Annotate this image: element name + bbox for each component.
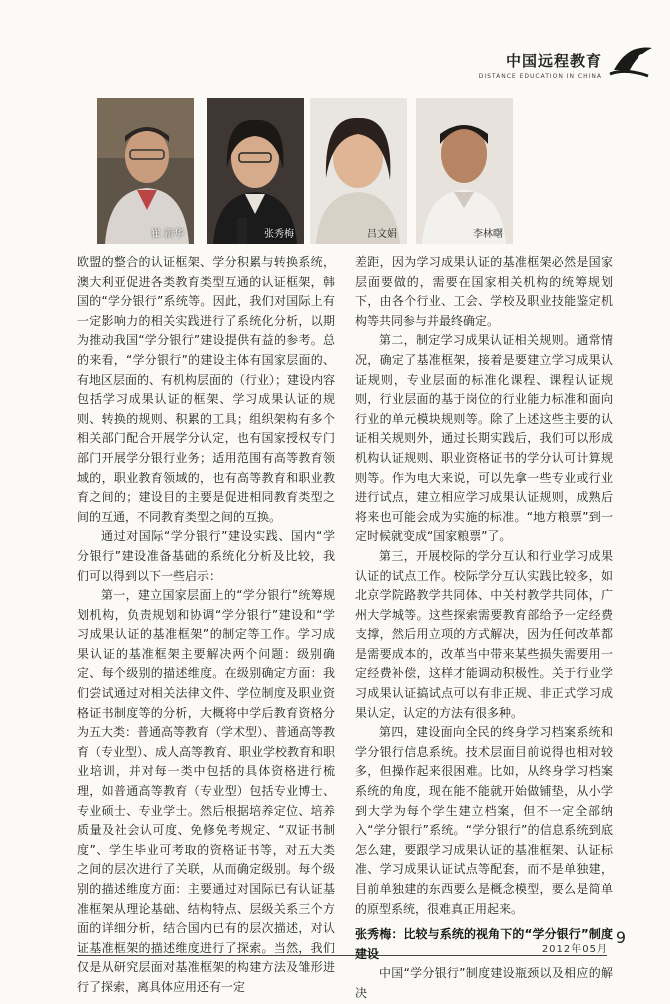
body-paragraph: 第一，建立国家层面上的“学分银行”统筹规划机构，负责规划和协调“学分银行”建设和“学习成果认证的基准框架”的制定等工作。学习成果认证的基准框架主要解决两个问题：级别确定、每个级别的描述维度。在级别确定方面：我们尝试通过对相关法律文件、学位制度及职业资格证书制度等的分析，大概将中学后教育资格分为五大类：普通高等教育（学术型）、普通高等教育（专业型）、成人高等教育、职业学校教育和职业培训，并对每一类中包括的具体资格进行梳理，如普通高等教育（专业型）包括专业博士、专业硕士、专业学士。然后根据培养定位、培养质量及社会认可度、免修免考规定、“双证书制度”、学生毕业可考取的资格证书等，对五大类之间的层次进行了关联，从而确定级别。每个级别的描述维度方面：主要通过对国际已有认证基准框架从理论基础、结构特点、层级关系三个方面的详细分析，结合国内已有的层次描述，对认证基准框架的描述维度进行了探索。当然，我们仅是从研究层面对基准框架的构建方法及雏形进行了探索，离具体应用还有一定 [77, 588, 336, 994]
issue-date: 2012年05月 [541, 944, 608, 955]
journal-logo-icon [608, 40, 656, 82]
section-subheading: 张秀梅：比较与系统的视角下的“学分银行”制度建设 [355, 927, 613, 961]
page-number: 9 [615, 928, 626, 947]
portrait-image [207, 98, 304, 244]
page-header [0, 0, 670, 90]
body-paragraph: 差距，因为学习成果认证的基准框架必然是国家层面要做的，需要在国家相关机构的统筹规划下，由各个行业、工会、学校及职业技能鉴定机构等共同参与并最终确定。 [355, 255, 613, 328]
portrait-image [97, 98, 194, 244]
journal-title-en: DISTANCE EDUCATION IN CHINA [478, 73, 602, 80]
body-paragraph: 中国“学分银行”制度建设瓶颈以及相应的解决 [355, 966, 613, 1000]
article-column-right [355, 253, 613, 1004]
speaker-photo [416, 98, 513, 244]
speaker-photo [97, 98, 194, 244]
journal-title-cn: 中国远程教育 [505, 52, 602, 70]
journal-masthead [479, 50, 602, 80]
body-paragraph: 第四，建设面向全民的终身学习档案系统和学分银行信息系统。技术层面目前说得也相对较多，但操作起来很困难。比如，从终身学习档案系统的角度，现在能不能就开始做铺垫，从小学到大学为每个学生建立档案，但不一定全部纳入“学分银行”系统。“学分银行”的信息系统到底怎么建，要跟学习成果认证的基准框架、认证标准、学习成果认证试点等配套，而不是单独建，目前单独建的东西要么是概念模型，要么是简单的原型系统，很难真正用起来。 [355, 725, 613, 916]
speaker-caption: 张秀梅 [264, 229, 294, 240]
footer-rule [77, 955, 607, 956]
body-paragraph: 欧盟的整合的认证框架、学分积累与转换系统，澳大利亚促进各类教育类型互通的认证框架，韩国的“学分银行”系统等。因此，我们对国际上有一定影响力的相关实践进行了系统化分析，以期为推动我国“学分银行”建设提供有益的参考。总的来看，“学分银行”的建设主体有国家层面的、有地区层面的、有机构层面的（行业）；建设内容包括学习成果认证的框架、学习成果认证的规则、转换的规则、积累的工具；组织架构有多个相关部门配合开展学分认定，也有国家授权专门部门开展学分银行业务；适用范围有高等教育领域的，职业教育领域的，也有高等教育和职业教育之间的；建设目的主要是促进相同教育类型之间的互通，不同教育类型之间的互换。 [77, 255, 336, 524]
speaker-caption: 李林曙 [473, 229, 503, 240]
portrait-image [416, 98, 513, 244]
speaker-caption: 吕文娟 [367, 229, 397, 240]
portrait-image [310, 98, 407, 244]
speaker-photos [97, 98, 632, 244]
body-paragraph: 通过对国际“学分银行”建设实践、国内“学分银行”建设准备基础的系统化分析及比较，我们可以得到以下一些启示： [77, 529, 335, 583]
article-column-left [77, 253, 335, 998]
speaker-caption: 崔 新华 [150, 229, 184, 240]
body-paragraph: 第二，制定学习成果认证相关规则。通常情况，确定了基准框架，接着是要建立学习成果认证规则，专业层面的标准化课程、课程认证规则，行业层面的基于岗位的行业能力标准和面向行业的单元模块规则等。除了上述这些主要的认证相关规则外，通过长期实践后，我们可以形成机构认证规则、职业资格证书的学分认可计算规则等。作为电大来说，可以先拿一些专业或行业进行试点，建立相应学习成果认证规则，成熟后将来也可能会成为实施的标准。“地方粮票”到一定时候就变成“国家粮票”了。 [355, 333, 613, 544]
speaker-photo [207, 98, 304, 244]
speaker-photo [310, 98, 407, 244]
body-paragraph: 第三，开展校际的学分互认和行业学习成果认证的试点工作。校际学分互认实践比较多，如北京学院路教学共同体、中关村教学共同体，广州大学城等。这些探索需要教育部给予一定经费支撑，然后用立项的方式解决，因为任何改革都是需要成本的，改革当中带来某些损失需要用一定经费补偿，这样才能调动积极性。关于行业学习成果认证搞试点可以有非正规、非正式学习成果认定，认定的方法有很多种。 [355, 548, 613, 720]
